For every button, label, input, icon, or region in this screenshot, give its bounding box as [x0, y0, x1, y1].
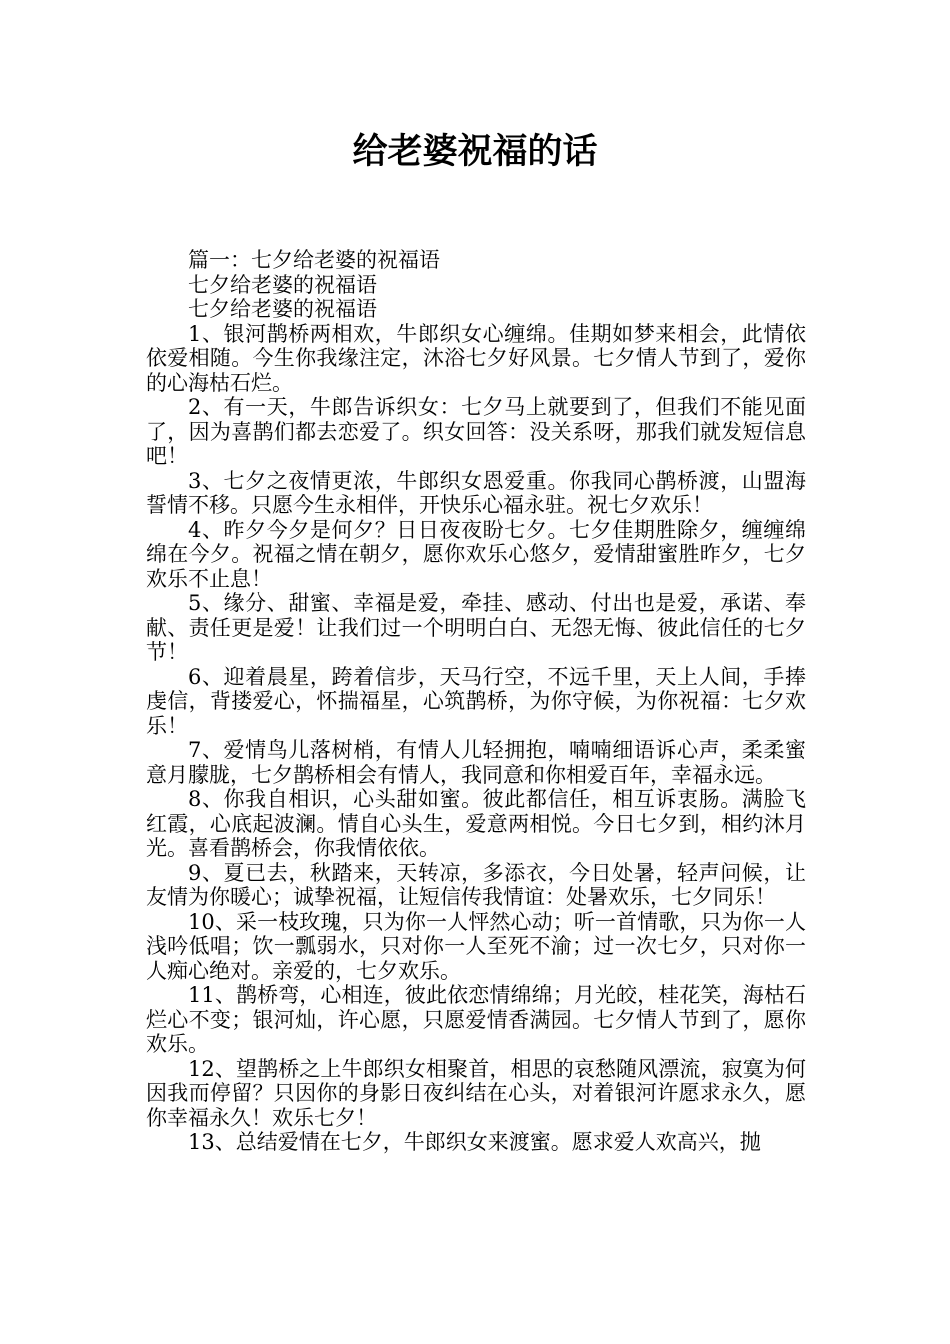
document-title: 给老婆祝福的话: [352, 132, 598, 172]
paragraph-item-5: 5、缘分、甜蜜、幸福是爱，牵挂、感动、付出也是爱，承诺、奉献、责任更是爱！让我们过一个明明白白、无怨无悔、彼此信任的七夕节！: [146, 591, 806, 664]
paragraph-subtitle: 七夕给老婆的祝福语: [188, 297, 377, 321]
paragraph-section-heading: 篇一：七夕给老婆的祝福语: [188, 248, 440, 272]
paragraph-item-2: 2、有一天，牛郎告诉织女：七夕马上就要到了，但我们不能见面了，因为喜鹊们都去恋爱了。织女回答：没关系呀，那我们就发短信息吧！: [146, 395, 806, 468]
paragraph-item-12: 12、望鹊桥之上牛郎织女相聚首，相思的哀愁随风漂流，寂寞为何因我而停留？只因你的身影日夜纠结在心头，对着银河许愿求永久，愿你幸福永久！欢乐七夕！: [146, 1056, 806, 1130]
paragraph-item-4: 4、昨夕今夕是何夕？日日夜夜盼七夕。七夕佳期胜除夕，缠缠绵绵在今夕。祝福之情在朝夕，愿你欢乐心悠夕，爱情甜蜜胜昨夕，七夕欢乐不止息！: [146, 517, 806, 591]
paragraph-item-9: 9、夏已去，秋踏来，天转凉，多添衣，今日处暑，轻声问候，让友情为你暖心；诚挚祝福，让短信传我情谊：处暑欢乐，七夕同乐！: [146, 860, 806, 909]
paragraph-item-1: 1、银河鹊桥两相欢，牛郎织女心缠绵。佳期如梦来相会，此情依依爱相随。今生你我缘注定，沐浴七夕好风景。七夕情人节到了，爱你的心海枯石烂。: [146, 321, 806, 395]
paragraph-subtitle: 七夕给老婆的祝福语: [188, 272, 377, 297]
paragraph-item-13: 13、总结爱情在七夕，牛郎织女来渡蜜。愿求爱人欢高兴，抛: [188, 1130, 761, 1154]
paragraph-item-10: 10、采一枝玫瑰，只为你一人怦然心动；听一首情歌，只为你一人浅吟低唱；饮一瓢弱水，只对你一人至死不渝；过一次七夕，只对你一人痴心绝对。亲爱的，七夕欢乐。: [146, 909, 806, 983]
paragraph-item-11: 11、鹊桥弯，心相连，彼此依恋情绵绵；月光皎，桂花笑，海枯石烂心不变；银河灿，许心愿，只愿爱情香满园。七夕情人节到了，愿你欢乐。: [146, 983, 806, 1056]
paragraph-item-3: 3、七夕之夜情更浓，牛郎织女恩爱重。你我同心鹊桥渡，山盟海誓情不移。只愿今生永相伴，开快乐心福永驻。祝七夕欢乐！: [146, 468, 806, 517]
paragraph-item-6: 6、迎着晨星，跨着信步，天马行空，不远千里，天上人间，手捧虔信，背搂爱心，怀揣福星，心筑鹊桥，为你守候，为你祝福：七夕欢乐！: [146, 664, 806, 738]
paragraph-item-7: 7、爱情鸟儿落树梢，有情人儿轻拥抱，喃喃细语诉心声，柔柔蜜意月朦胧，七夕鹊桥相会有情人，我同意和你相爱百年，幸福永远。: [146, 738, 806, 787]
paragraph-item-8: 8、你我自相识，心头甜如蜜。彼此都信任，相互诉衷肠。满脸飞红霞，心底起波澜。情自心头生，爱意两相悦。今日七夕到，相约沐月光。喜看鹊桥会，你我情依依。: [146, 787, 806, 860]
document-body: [146, 248, 806, 1155]
